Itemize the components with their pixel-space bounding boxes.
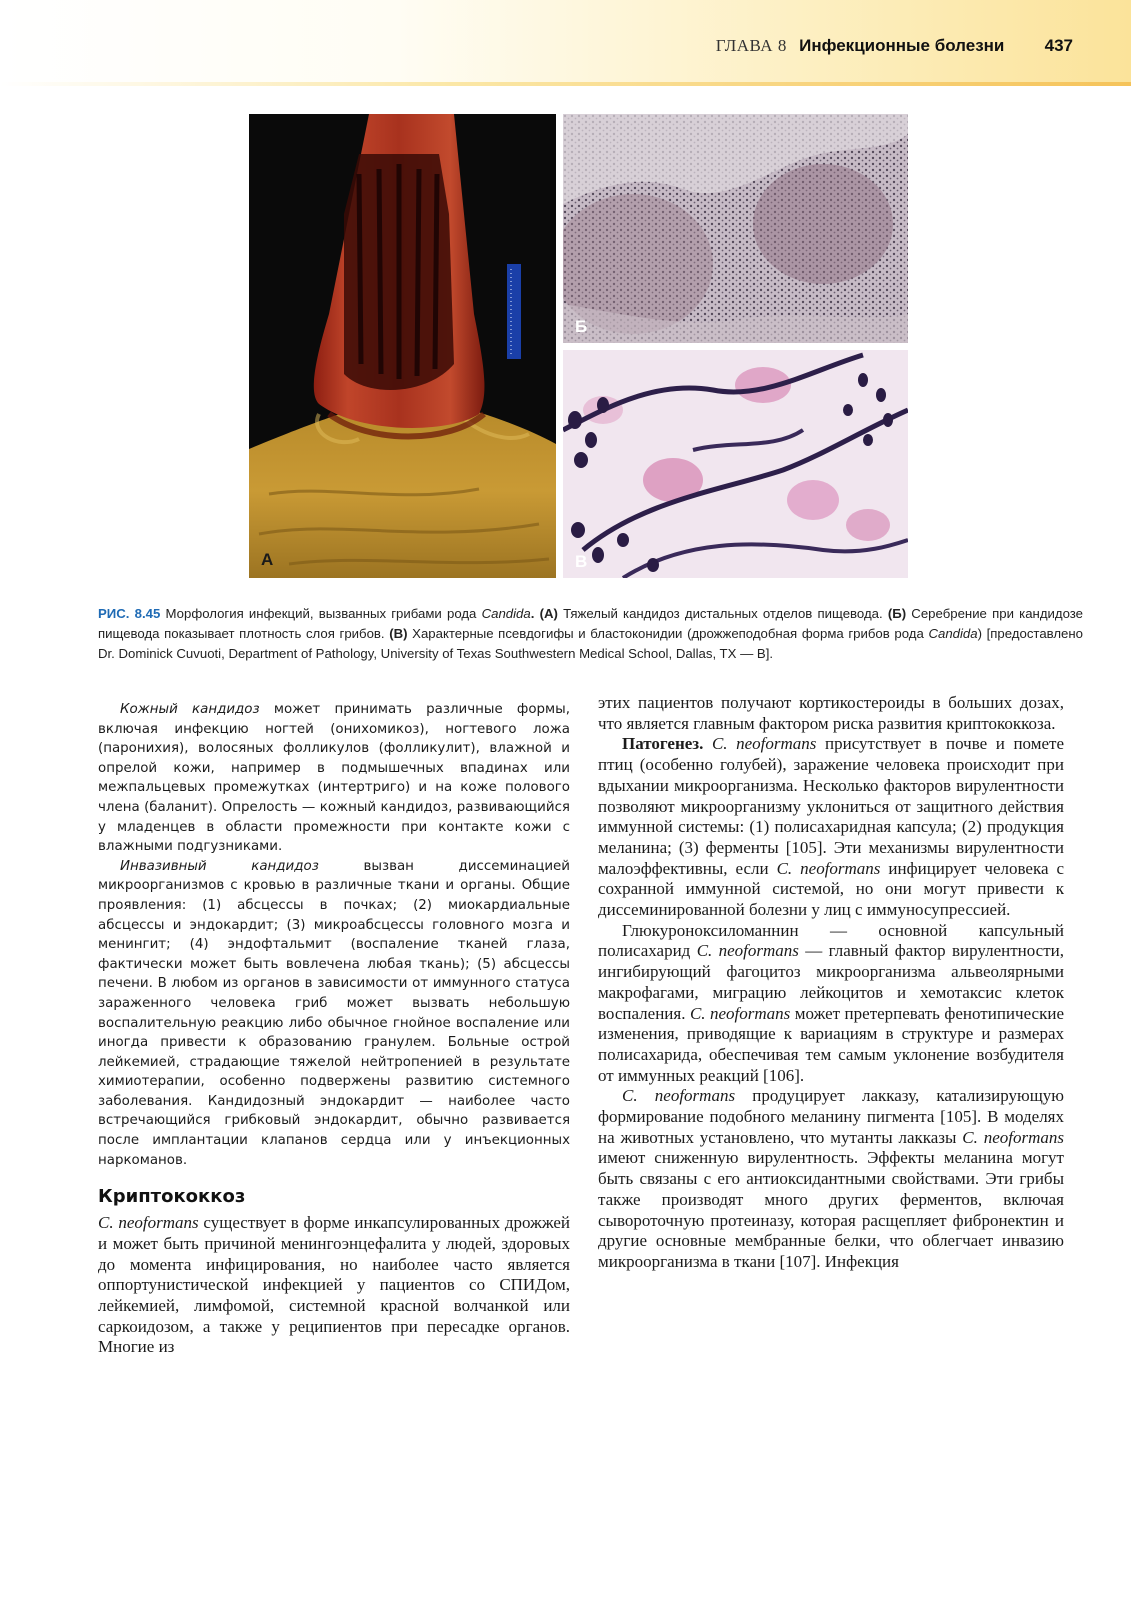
paragraph-cryptococcus (98, 1213, 570, 1358)
paragraph-laccase (598, 1086, 1064, 1272)
species-name: C. neoformans (98, 1213, 199, 1233)
caption-intro: Морфология инфекций, вызванных грибами рода (160, 606, 482, 621)
running-head-chapter: ГЛАВА 8 (715, 36, 787, 55)
running-head-title: Инфекционные болезни (799, 36, 1005, 55)
term-cutaneous: Кожный кандидоз (120, 702, 260, 717)
caption-mark-c: (В) (389, 626, 408, 641)
figure-panel-b (563, 114, 908, 343)
pseudohyphae-micrograph (563, 350, 908, 578)
paragraph-text: может претерпевать фенотипические изменения, приводящие к вариациям в структуре и размерах полисахарида, обеспечивая тем самым уклонение возбудителя от иммунных реакций [106]. (598, 1003, 1064, 1085)
paragraph-text: может принимать различные формы, включая инфекцию ногтей (онихомикоз), ногтевого ложа (паронихия), волосяных фолликулов (фолликулит), влажной и опрелой кожи, например в подмышечных впадинах или межпальцевых промежутках (интертриго) и на коже полового члена (баланит). Опрелость — кожный кандидоз, развивающийся у младенцев в области промежности при контакте кожи с влажными подгузниками. (98, 702, 570, 855)
paragraph-text: вызван диссеминацией микроорганизмов с кровью в различные ткани и органы. Общие проявления: (1) абсцессы в почках; (2) миокардиальные абсцессы и эндокардит; (3) микроабсцессы головного мозга и менингит; (4) эндофтальмит (воспаление тканей глаза, фактически может быть вовлечена любая ткань); (5) абсцессы печени. В любом из органов в зависимости от иммунного статуса зараженного человека гриб может вызвать небольшую воспалительную реакцию либо обычное гнойное воспаление или иногда привести к образованию гранулем. Больные острой лейкемией, страдающие тяжелой нейтропенией в результате химиотерапии, особенно подвержены развитию системного заболевания. Кандидозный эндокардит — наиболее часто встречающийся грибковый эндокардит, обычно развивается после имплантации клапанов сердца или у инъекционных наркоманов. (98, 858, 571, 1168)
paragraph-continued: этих пациентов получают кортикостероиды в больших дозах, что является главным фактором риска развития криптококкоза. (598, 693, 1064, 733)
running-head (716, 36, 1073, 56)
paragraph-invasive (98, 857, 570, 1171)
caption-mark-b: (Б) (887, 606, 907, 621)
silver-stain-micrograph (563, 114, 908, 343)
paragraph-cutaneous (98, 700, 570, 857)
esophagus-photo (249, 114, 556, 578)
paragraph-pathogenesis (598, 734, 1064, 920)
paragraph-text: — главный фактор вирулентности, ингибирующий фагоцитоз микроорганизма альвеолярными макрофагами, миграцию лейкоцитов и хемотаксис клеток воспаления. (598, 941, 1064, 1023)
panel-label-c: В (575, 552, 588, 571)
right-column (598, 693, 1064, 1273)
page-number: 437 (1044, 36, 1073, 55)
paragraph-text: Глюкуроноксиломаннин — основной капсульный полисахарид (598, 920, 1064, 961)
left-column (98, 700, 570, 1358)
panel-label-b: Б (575, 317, 588, 336)
species-name: C. neoformans (776, 858, 881, 878)
paragraph-text: имеют сниженную вирулентность. Эффекты меланина могут быть связаны с его антиоксидантными свойствами. Эти грибы также производят много других ферментов, включая сывороточную протеиназу, которая расщепляет фибронектин и другие основные мембранные белки, что облегчает инвазию микроорганизма в ткани [107]. Инфекция (598, 1148, 1064, 1271)
header-rule (0, 82, 1131, 86)
term-invasive: Инвазивный кандидоз (120, 858, 319, 874)
panel-label-a: А (261, 550, 274, 569)
species-name: C. neoformans (689, 1003, 791, 1023)
section-heading: Криптококкоз (98, 1186, 246, 1208)
paragraph-text: продуцирует лакказу, катализирующую формирование подобного меланину пигмента [105]. В моделях на животных установлено, что мутанты лакказы (598, 1086, 1064, 1147)
paragraph-text: присутствует в почве и помете птиц (особенно голубей), заражение человека происходит при вдыхании микроорганизма. Несколько факторов вирулентности позволяют микроорганизму уклониться от защитного действия иммунной системы: (1) полисахаридная капсула; (2) продукция меланина; (3) ферменты [105]. Эти механизмы вирулентности малоэффективны, если (598, 734, 1065, 878)
caption-text-a: Тяжелый кандидоз дистальных отделов пищевода. (557, 606, 888, 621)
paragraph-capsule (598, 921, 1064, 1087)
paragraph-text: инфицирует человека с сохранной иммунной системой, но они могут привести к диссеминированной болезни у лиц с иммуносупрессией. (598, 858, 1065, 920)
caption-text-c: Характерные псевдогифы и бластоконидии (дрожжеподобная форма грибов рода (407, 626, 929, 641)
species-name: C. neoformans (962, 1127, 1064, 1147)
species-name: C. neoformans (711, 734, 817, 754)
figure-panel-c (563, 350, 908, 578)
caption-text-b: Серебрение при кандидозе пищевода показывает плотность слоя грибов. (98, 606, 1083, 641)
paragraph-text: существует в форме инкапсулированных дрожжей и может быть причиной менингоэнцефалита у людей, здоровых до момента инфицирования, но наиболее часто является оппортунистической инфекцией у пациентов со СПИДом, лейкемией, лимфомой, системной красной волчанкой или саркоидозом, а также у реципиентов при пересадке органов. Многие из (98, 1213, 570, 1357)
species-name: C. neoformans (696, 941, 799, 961)
caption-genus: Candida (481, 606, 531, 621)
pathogenesis-lead: Патогенез. (622, 734, 704, 754)
figure-caption (98, 604, 1083, 664)
caption-credit: ) [предоставлено Dr. Dominick Cuvuoti, Department of Pathology, University of Texas Southwestern Medical School, Dallas, TX — В]. (98, 626, 1084, 661)
caption-mark-a: . (А) (530, 606, 558, 621)
figure-panel-a (249, 114, 556, 578)
caption-genus-2: Candida (928, 626, 978, 641)
species-name: C. neoformans (622, 1086, 736, 1106)
figure-number: РИС. 8.45 (98, 606, 161, 621)
